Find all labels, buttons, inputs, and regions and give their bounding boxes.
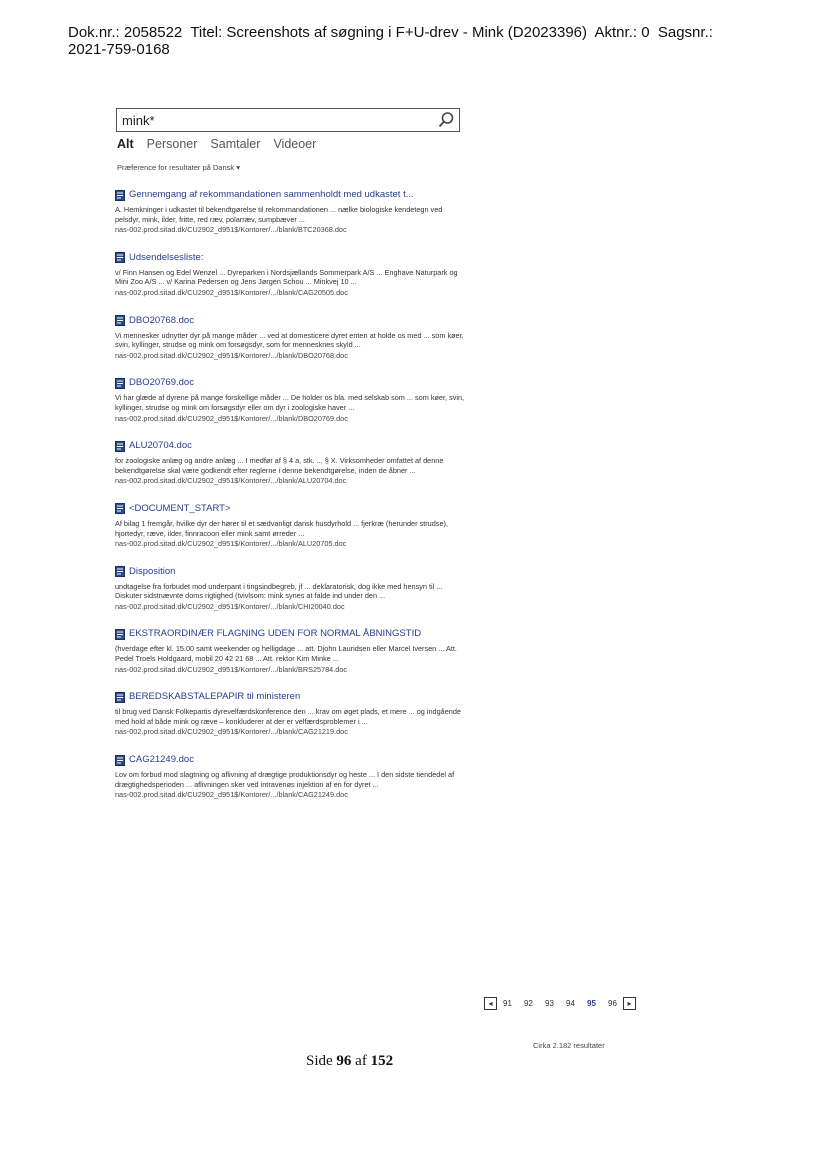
- word-document-icon: [115, 315, 125, 326]
- footer-prefix: Side: [306, 1053, 333, 1069]
- result-title-link[interactable]: [115, 566, 465, 578]
- result-url[interactable]: nas-002.prod.sitad.dk/CU2902_d951$/Kontorer/.../blank/CAG21249.doc: [115, 790, 348, 800]
- result-url[interactable]: nas-002.prod.sitad.dk/CU2902_d951$/Kontorer/.../blank/ALU20704.doc: [115, 476, 347, 486]
- result-url[interactable]: nas-002.prod.sitad.dk/CU2902_d951$/Kontorer/.../blank/BTC20368.doc: [115, 225, 347, 235]
- search-results: [115, 189, 465, 817]
- result-title: ALU20704.doc: [129, 440, 192, 452]
- result-title: EKSTRAORDINÆR FLAGNING UDEN FOR NORMAL ÅBNINGSTID: [129, 628, 422, 640]
- result-title-link[interactable]: [115, 754, 465, 766]
- result-count: Cirka 2.182 resultater: [533, 1041, 605, 1050]
- result-title-link[interactable]: [115, 440, 465, 452]
- result-title-link[interactable]: [115, 691, 465, 703]
- result-snippet: Vi mennesker udnytter dyr på mange måder ... ved at domesticere dyret enten at holde os med ... som køer, svin, kyllinger, strudse og mink om forsøgsdyr, som for mennesknes skyld ...: [115, 330, 464, 350]
- page-link-93[interactable]: 93: [545, 999, 554, 1008]
- tab-people[interactable]: Personer: [146, 137, 198, 151]
- result-snippet: for zoologiske anlæg og andre anlæg ... I medfør af § 4 a, stk. ... § X. Virksomheder omfattet af denne bekendtgørelse skal være godkendt efter reglerne i denne bekendtgørelse, inden de åbner ...: [115, 456, 444, 475]
- previous-page-button[interactable]: [484, 997, 497, 1010]
- result-title-link[interactable]: [115, 377, 465, 389]
- result-title: DBO20768.doc: [129, 314, 194, 326]
- tab-conversations[interactable]: Samtaler: [210, 137, 261, 151]
- result-item: [115, 377, 465, 423]
- word-document-icon: [115, 692, 125, 703]
- tab-videos[interactable]: Videoer: [273, 137, 317, 151]
- result-item: [115, 315, 465, 361]
- result-title: Gennemgang af rekommandationen sammenholdt med udkastet t...: [129, 189, 414, 200]
- chevron-left-icon: ◂: [488, 999, 493, 1008]
- footer-total-pages: 152: [370, 1053, 394, 1069]
- result-snippet: undtagelse fra forbudet mod underpant i tingsindbegreb, jf ... deklaratorisk, dog ikke med hensyn til ... Diskuter sidstnævnte doms rigtighed (tvivlsom: mink synes at falde ind under den ...: [115, 581, 443, 601]
- result-item: [115, 566, 465, 612]
- result-title: BEREDSKABSTALEPAPIR til ministeren: [129, 691, 301, 703]
- result-url[interactable]: nas-002.prod.sitad.dk/CU2902_d951$/Kontorer/.../blank/CHI20040.doc: [115, 601, 345, 611]
- search-input[interactable]: [122, 111, 422, 129]
- result-title-link[interactable]: [115, 503, 465, 515]
- result-item: [115, 440, 465, 486]
- search-tabs: [117, 137, 316, 151]
- footer-of: af: [355, 1053, 367, 1069]
- chevron-right-icon: ▸: [627, 999, 632, 1008]
- word-document-icon: [115, 755, 125, 766]
- result-snippet: v/ Finn Hansen og Edel Wenzel ... Dyreparken i Nordsjællands Sommerpark A/S ... Enghave Naturpark og Mini Zoo A/S ... v/ Karina Pedersen og Jens Jørgen Schou ... Minkvej 10 ...: [115, 267, 458, 287]
- result-url[interactable]: nas-002.prod.sitad.dk/CU2902_d951$/Kontorer/.../blank/BRS25784.doc: [115, 664, 348, 674]
- page-link-96[interactable]: 96: [608, 999, 617, 1008]
- result-title-link[interactable]: [115, 315, 465, 327]
- word-document-icon: [115, 190, 125, 201]
- word-document-icon: [115, 441, 125, 452]
- page-link-91[interactable]: 91: [503, 999, 512, 1008]
- result-snippet: til brug ved Dansk Folkepartis dyrevelfærdskonference den ... krav om øget plads, et mere ... og indgående med hold af både mink og ræve – konkluderer at der er velfærdsproblemer i ...: [115, 707, 461, 726]
- result-title: <DOCUMENT_START>: [129, 502, 231, 514]
- result-item: [115, 189, 465, 235]
- result-item: [115, 252, 465, 298]
- search-box[interactable]: [116, 108, 460, 132]
- result-item: [115, 628, 465, 674]
- page-link-95-current[interactable]: 95: [587, 999, 596, 1008]
- result-title-link[interactable]: [115, 252, 465, 264]
- page-link-94[interactable]: 94: [566, 999, 575, 1008]
- result-snippet: (hverdage efter kl. 15.00 samt weekender og helligdage ... att. Djohn Lauridsen eller Marcel Iversen ... Att. Pedel Troels Holdgaard, mobil 20 42 21 68 ... Att. rektor Kim Minke ...: [115, 644, 457, 664]
- page-link-92[interactable]: 92: [524, 999, 533, 1008]
- word-document-icon: [115, 503, 125, 514]
- result-url[interactable]: nas-002.prod.sitad.dk/CU2902_d951$/Kontorer/.../blank/ALU20705.doc: [115, 539, 347, 549]
- next-page-button[interactable]: [623, 997, 636, 1010]
- result-title: Udsendelsesliste:: [129, 251, 204, 263]
- result-url[interactable]: nas-002.prod.sitad.dk/CU2902_d951$/Kontorer/.../blank/DBO20769.doc: [115, 413, 348, 423]
- result-snippet: A. Hemkninger i udkastet til bekendtgørelse til rekommandationen ... nælke biologiske kendetegn ved pelsdyr, mink, ilder, fritte, red ræv, polarræv, sumpbæver ...: [115, 205, 443, 224]
- document-header: Dok.nr.: 2058522 Titel: Screenshots af søgning i F+U-drev - Mink (D2023396) Aktnr.: 0 Sagsnr.: 2021-759-0168: [68, 24, 713, 58]
- result-title: DBO20769.doc: [129, 377, 194, 389]
- result-snippet: Vi har glæde af dyrene på mange forskellige måder ... De holder os bla. med selskab som ... som køer, svin, kyllinger, strudse og mink om forsøgsdyr eller om dyr i zoologiske haver ...: [115, 393, 465, 412]
- result-snippet: Lov om forbud mod slagtning og aflivning af drægtige produktionsdyr og heste ... I den sidste tiendedel af drægtighedsperioden ... aflivningen sker ved intravenøs injektion af en for dyret ...: [115, 770, 455, 789]
- result-url[interactable]: nas-002.prod.sitad.dk/CU2902_d951$/Kontorer/.../blank/CAG20505.doc: [115, 287, 348, 297]
- result-title-link[interactable]: [115, 189, 465, 201]
- page-footer: [306, 1053, 393, 1070]
- word-document-icon: [115, 378, 125, 389]
- pagination: [484, 997, 636, 1010]
- word-document-icon: [115, 252, 125, 263]
- result-url[interactable]: nas-002.prod.sitad.dk/CU2902_d951$/Kontorer/.../blank/DBO20768.doc: [115, 350, 348, 360]
- language-preference-dropdown[interactable]: Præference for resultater på Dansk ▾: [117, 163, 240, 172]
- result-title-link[interactable]: [115, 628, 465, 640]
- result-url[interactable]: nas-002.prod.sitad.dk/CU2902_d951$/Kontorer/.../blank/CAG21219.doc: [115, 727, 348, 737]
- result-snippet: Af bilag 1 fremgår, hvilke dyr der hører til et sædvanligt dansk husdyrhold ... fjerkræ (herunder strudse), hjortedyr, ræve, ilder, finnracoon eller mink samt ørreder ...: [115, 518, 448, 538]
- result-item: [115, 691, 465, 737]
- tab-all[interactable]: Alt: [117, 137, 134, 151]
- word-document-icon: [115, 566, 125, 577]
- search-icon[interactable]: [437, 111, 455, 129]
- word-document-icon: [115, 629, 125, 640]
- result-item: [115, 754, 465, 800]
- footer-page-number: 96: [336, 1053, 352, 1069]
- result-item: [115, 503, 465, 549]
- result-title: Disposition: [129, 565, 176, 577]
- result-title: CAG21249.doc: [129, 754, 194, 766]
